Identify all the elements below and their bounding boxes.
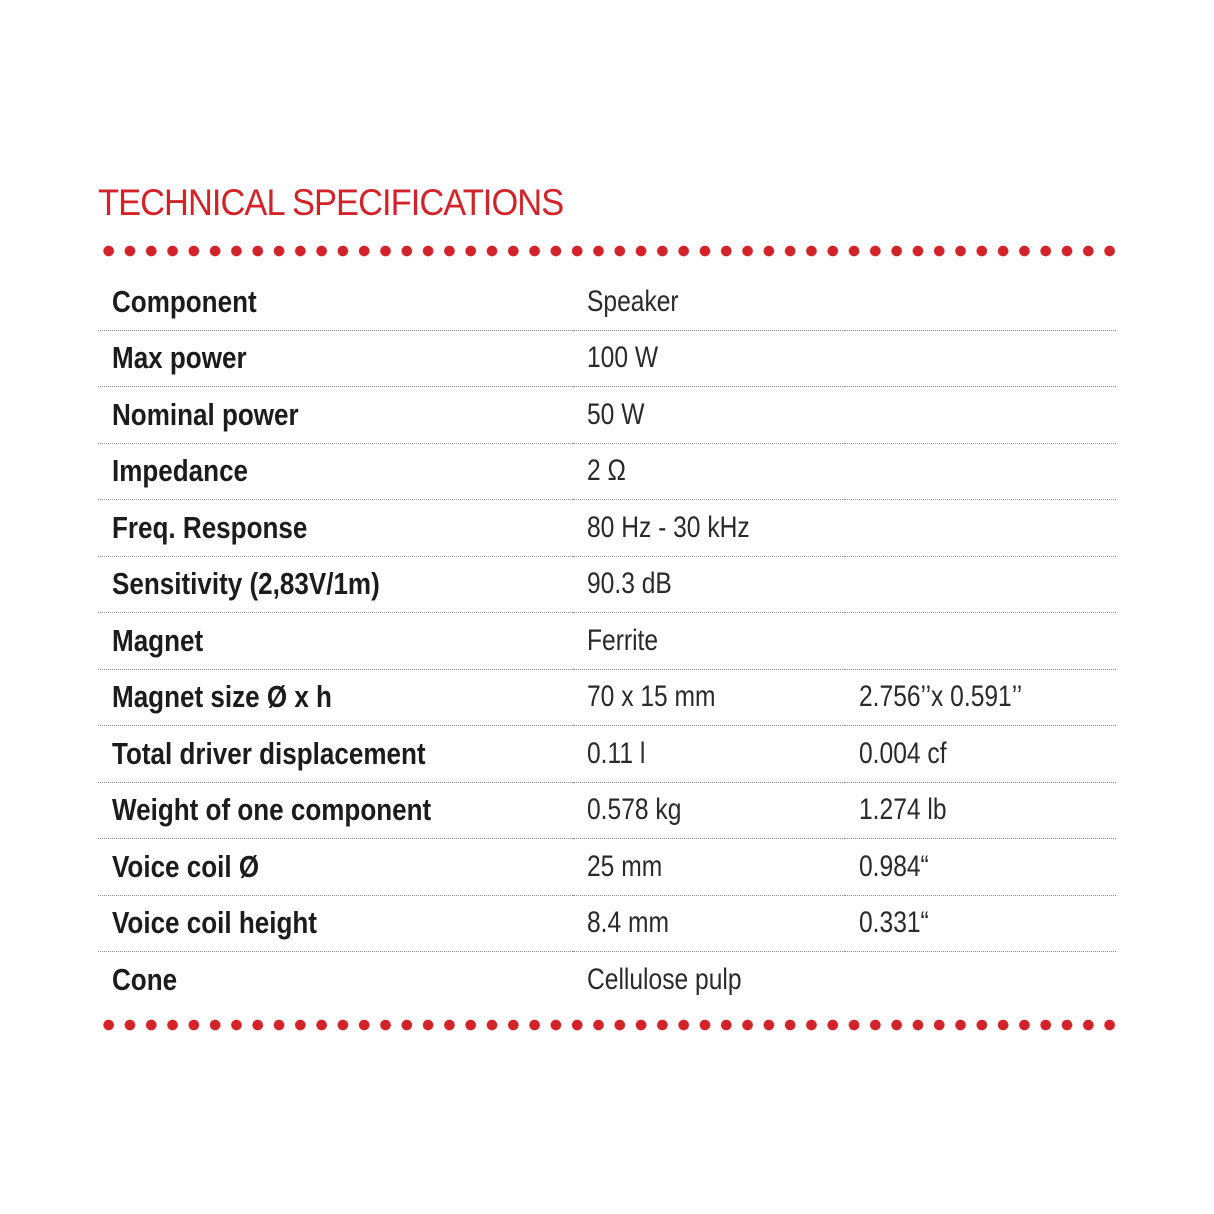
table-row [98, 556, 1116, 613]
spec-label: Total driver displacement [98, 726, 573, 783]
spec-label: Impedance [98, 443, 573, 500]
spec-label: Weight of one component [98, 782, 573, 839]
table-row [98, 839, 1116, 896]
table-row [98, 330, 1116, 387]
page-title: TECHNICAL SPECIFICATIONS [98, 182, 564, 223]
spec-label: Nominal power [98, 387, 573, 444]
spec-label: Max power [98, 330, 573, 387]
spec-value-metric: Speaker [573, 274, 845, 330]
spec-value-metric: 100 W [573, 330, 845, 387]
table-row [98, 387, 1116, 444]
spec-label: Voice coil Ø [98, 839, 573, 896]
spec-label: Freq. Response [98, 500, 573, 557]
spec-label: Voice coil height [98, 895, 573, 952]
spec-value-imperial [845, 613, 1116, 670]
top-dotted-divider [98, 244, 1120, 258]
spec-value-metric: 8.4 mm [573, 895, 845, 952]
spec-value-imperial: 0.331“ [845, 895, 1116, 952]
spec-value-metric: 2 Ω [573, 443, 845, 500]
table-row [98, 952, 1116, 1008]
spec-value-imperial [845, 330, 1116, 387]
spec-value-metric: Ferrite [573, 613, 845, 670]
spec-value-metric: 0.578 kg [573, 782, 845, 839]
spec-label: Sensitivity (2,83V/1m) [98, 556, 573, 613]
spec-value-metric: 80 Hz - 30 kHz [573, 500, 845, 557]
spec-sheet [98, 180, 1120, 1032]
table-row [98, 669, 1116, 726]
spec-value-metric: 50 W [573, 387, 845, 444]
bottom-dotted-divider [98, 1018, 1120, 1032]
spec-value-imperial: 0.984“ [845, 839, 1116, 896]
spec-value-imperial [845, 274, 1116, 330]
spec-value-metric: 0.11 l [573, 726, 845, 783]
table-row [98, 443, 1116, 500]
spec-value-imperial: 0.004 cf [845, 726, 1116, 783]
table-row [98, 895, 1116, 952]
spec-label: Magnet [98, 613, 573, 670]
table-row [98, 726, 1116, 783]
spec-value-imperial: 2.756’’x 0.591’’ [845, 669, 1116, 726]
spec-value-imperial [845, 443, 1116, 500]
spec-value-metric: 90.3 dB [573, 556, 845, 613]
spec-value-imperial [845, 952, 1116, 1008]
table-row [98, 613, 1116, 670]
spec-value-metric: 70 x 15 mm [573, 669, 845, 726]
spec-table [98, 274, 1116, 1008]
spec-label: Magnet size Ø x h [98, 669, 573, 726]
spec-value-imperial: 1.274 lb [845, 782, 1116, 839]
spec-value-imperial [845, 500, 1116, 557]
table-row [98, 500, 1116, 557]
spec-value-metric: Cellulose pulp [587, 962, 742, 996]
table-row [98, 274, 1116, 330]
spec-value-imperial [845, 387, 1116, 444]
spec-label: Cone [112, 961, 178, 997]
table-row [98, 782, 1116, 839]
spec-label: Component [98, 274, 573, 330]
spec-value-metric: 25 mm [573, 839, 845, 896]
spec-value-imperial [845, 556, 1116, 613]
